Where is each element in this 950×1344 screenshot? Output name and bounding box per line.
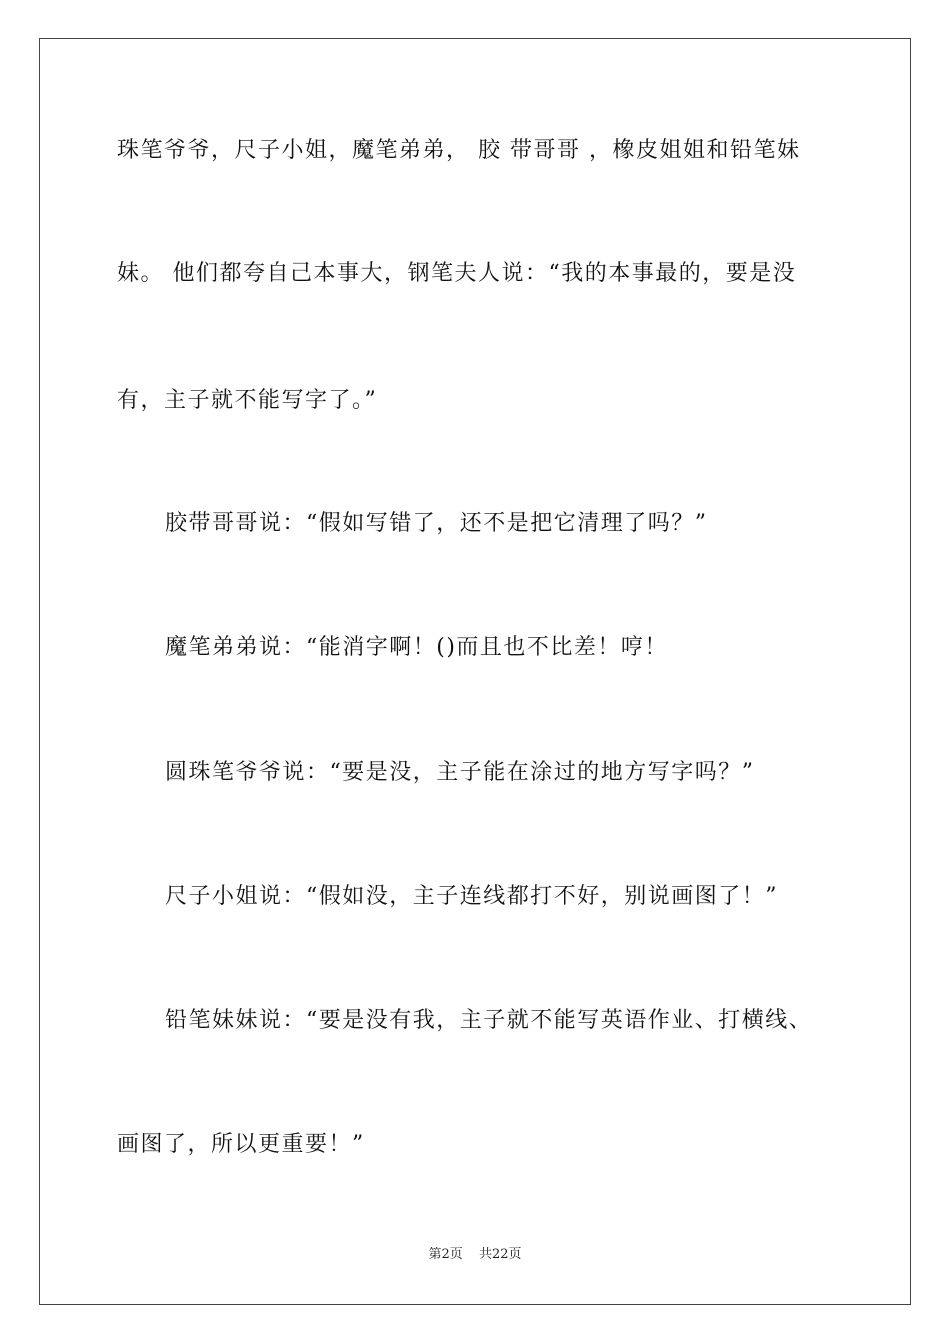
text-line-8: 铅笔妹妹说：“要是没有我，主子就不能写英语作业、打横线、 (165, 1008, 813, 1033)
text-line-6: 圆珠笔爷爷说：“要是没，主子能在涂过的地方写字吗？” (165, 760, 755, 785)
page-border (39, 38, 911, 1305)
page-footer (0, 1245, 950, 1265)
text-line-3: 有，主子就不能写字了。” (117, 388, 378, 413)
page-total: 共22页 (478, 1247, 522, 1262)
text-line-4: 胶带哥哥说：“假如写错了，还不是把它清理了吗？” (165, 511, 708, 536)
text-line-1: 珠笔爷爷，尺子小姐，魔笔弟弟， 胶 带哥哥 ，橡皮姐姐和铅笔妹 (117, 138, 801, 163)
page-number: 第2页 (428, 1247, 463, 1262)
text-line-7: 尺子小姐说：“假如没，主子连线都打不好，别说画图了！” (165, 884, 778, 909)
text-line-5: 魔笔弟弟说：“能消字啊！()而且也不比差！哼！ (165, 635, 668, 660)
text-line-9: 画图了，所以更重要！” (117, 1132, 365, 1157)
text-line-2: 妹。 他们都夸自己本事大，钢笔夫人说：“我的本事最的，要是没 (117, 261, 797, 286)
